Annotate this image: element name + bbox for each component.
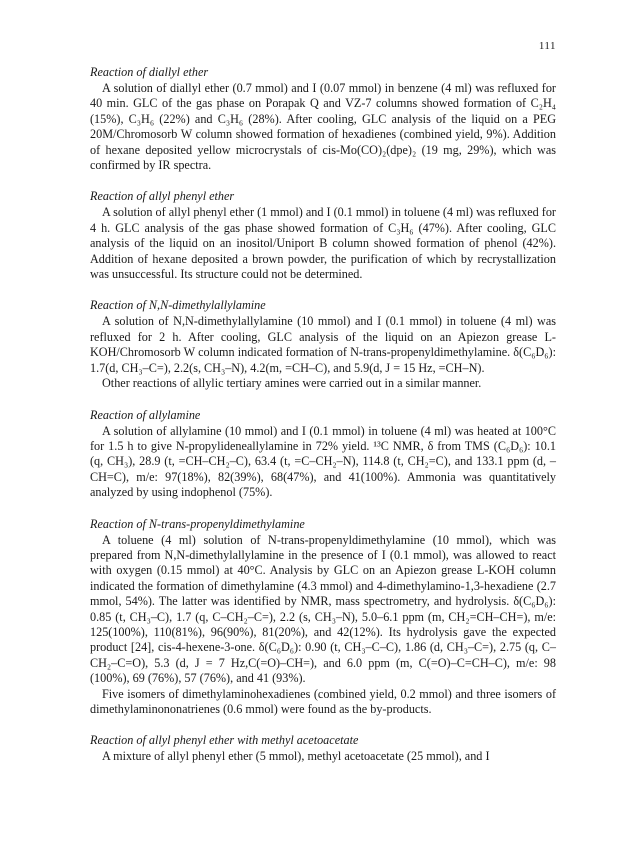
section-heading: Reaction of diallyl ether: [90, 65, 209, 79]
section-paragraph: A solution of diallyl ether (0.7 mmol) and I (0.07 mmol) in benzene (4 ml) was refluxed for 40 min. GLC of the gas phase on Porapak Q and VZ-7 columns showed formation of C₂H₄ (15%), C₃H₆ (22%) and C₃H₆ (28%). After cooling, GLC analysis of the liquid on a PEG 20M/Chromosorb W column showed formation of hexadienes (combined yield, 9%). Addition of hexane deposited yellow microcrystals of cis-Mo(CO)₂(dpe)₂ (19 mg, 29%), which was confirmed by IR spectra.: [90, 81, 556, 173]
section-dimethylallylamine: [90, 297, 556, 391]
section-diallyl-ether: [90, 64, 556, 173]
section-heading: Reaction of allylamine: [90, 407, 201, 422]
section-paragraph: A toluene (4 ml) solution of N-trans-propenyldimethylamine (10 mmol), which was prepared from N,N-dimethylallylamine in the presence of I (0.1 mmol), was allowed to react with oxygen (0.15 mmol) at 40°C. Analysis by GLC on an Apiezon grease L-KOH column indicated the formation of dimethylamine (4.3 mmol) and 4-dimethylamino-1,3-hexadiene (2.7 mmol, 54%). The latter was identified by NMR, mass spectrometry, and hydrolysis. δ(C₆D₆): 0.85 (t, CH₃–C), 1.7 (q, C–CH₂–C=), 2.2 (s, CH₃–N), 5.0–6.1 ppm (m, CH₂=CH–CH=), m/e: 125(100%), 110(81%), 96(90%), 81(20%), and 42(12%). Its hydrolysis gave the expected product [24], cis-4-hexene-3-one. δ(C₆D₆): 0.90 (t, CH₃–C–C), 1.86 (d, CH₃–C=), 2.75 (q, C–CH₂–C=O), 5.3 (d, J = 7 Hz,C(=O)–CH=), and 6.0 ppm (m, C(=O)–C=CH–C), m/e: 98 (100%), 69 (76%), 57 (76%), and 41 (93%).: [90, 532, 556, 686]
section-paragraph: A mixture of allyl phenyl ether (5 mmol), methyl acetoacetate (25 mmol), and I: [102, 749, 490, 764]
section-paragraph: A solution of allyl phenyl ether (1 mmol) and I (0.1 mmol) in toluene (4 ml) was refluxed for 4 h. GLC analysis of the gas phase showed formation of C₃H₆ (47%). After cooling, GLC analysis of the liquid on an inositol/Uniport B column showed formation of phenol (42%). Addition of hexane deposited a brown powder, the purification of which by recrystallization was unsuccessful. Its structure could not be determined.: [90, 205, 556, 282]
section-propenyldimethylamine: [90, 516, 556, 718]
section-heading: Reaction of allyl phenyl ether with methyl acetoacetate: [90, 733, 359, 748]
page-number: 111: [538, 40, 556, 52]
section-paragraph: Five isomers of dimethylaminohexadienes (combined yield, 0.2 mmol) and three isomers of dimethylaminononatrienes (0.6 mmol) were found as the by-products.: [90, 686, 556, 716]
section-paragraph: A solution of N,N-dimethylallylamine (10 mmol) and I (0.1 mmol) in toluene (4 ml) was refluxed for 2 h. After cooling, GLC analysis of the liquid on an Apiezon grease L-KOH/Chromosorb W column indicated formation of N-trans-propenyldimethylamine. δ(C₆D₆): 1.7(d, CH₃–C=), 2.2(s, CH₃–N), 4.2(m, =CH–C), and 5.9(d, J = 15 Hz, =CH–N).: [90, 314, 556, 375]
section-paragraph: A solution of allylamine (10 mmol) and I (0.1 mmol) in toluene (4 ml) was heated at 100°C for 1.5 h to give N-propylideneallylamine in 72% yield. ¹³C NMR, δ from TMS (C₆D₆): 10.1 (q, CH₃), 28.9 (t, =CH–CH₂–C), 63.4 (t, =C–CH₂–N), 114.8 (t, CH₂=C), and 133.1 ppm (d, –CH=C), m/e: 97(18%), 82(39%), 68(47%), and 41(100%). Ammonia was quantitatively analyzed by using indophenol (75%).: [90, 423, 556, 500]
section-heading: Reaction of N,N-dimethylallylamine: [90, 298, 266, 313]
section-allyl-phenyl-ether-acetoacetate: [90, 732, 556, 764]
section-allyl-phenyl-ether: [90, 188, 556, 282]
section-paragraph: Other reactions of allylic tertiary amines were carried out in a similar manner.: [102, 376, 482, 391]
section-heading: Reaction of N-trans-propenyldimethylamine: [90, 516, 305, 531]
section-heading: Reaction of allyl phenyl ether: [90, 189, 235, 204]
section-allylamine: [90, 407, 556, 501]
article-body: [90, 64, 556, 780]
